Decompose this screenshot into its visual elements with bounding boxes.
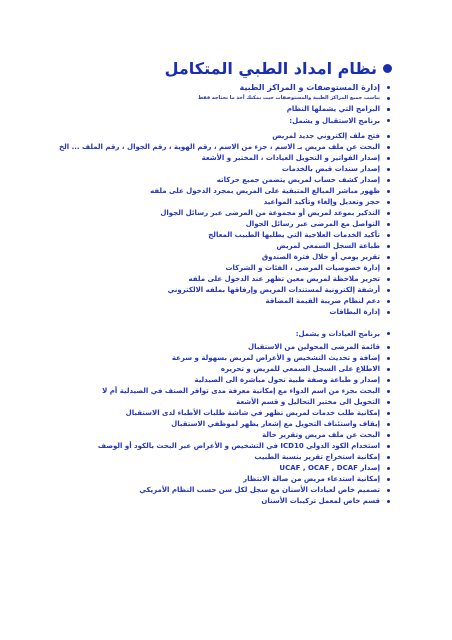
list-item: يناسب جميع المراكز الطبية والمستوصفات حيث يمكنك أخذ ما تحتاجه فقط — [40, 93, 392, 104]
list-item: إدارة البطاقات — [40, 307, 392, 318]
list-item: البحث عن ملف مريض وتقرير حالة — [40, 430, 392, 441]
list-item: تقرير يومي أو خلال فترة الصندوق — [40, 252, 392, 263]
bullet-icon — [383, 64, 392, 73]
list-item: إضافة و تحديث التشخيص و الأعراض لمريض بسهولة و سرعة — [40, 353, 392, 364]
list-item: إصدار كشف حساب لمريض يتضمن جميع حركاته — [40, 175, 392, 186]
list-item: تأكيد الخدمات العلاجية التي يطلبها الطبيب المعالج — [40, 230, 392, 241]
list-item: تصميم خاص لعيادات الأسنان مع سجل لكل سن حسب النظام الأمريكي — [40, 485, 392, 496]
list-item: إمكانية طلب خدمات لمريض تظهر في شاشة طلبات الأطباء لدى الاستقبال — [40, 408, 392, 419]
list-item: أرشفة إلكترونية لمستندات المريض وإرفاقها بملفه الالكتروني — [40, 285, 392, 296]
list-item: طباعة السجل السمعي لمريض — [40, 241, 392, 252]
list-item: استخدام الكود الدولي ICD10 في التشخيص و الأعراض عبر البحث بالكود أو الوصف — [40, 441, 392, 452]
list-item: تحرير ملاحظة لمريض معين تظهر عند الدخول على ملفه — [40, 274, 392, 285]
list-item: البحث بجزء من اسم الدواء مع إمكانية معرفة مدى توافر الصنف في الصيدلية أم لا — [40, 386, 392, 397]
page-title: نظام امداد الطبي المتكامل — [164, 59, 377, 78]
list-item: قسم خاص لمعمل تركيبات الأسنان — [40, 496, 392, 507]
list-item: إصدار و طباعة وصفة طبية تحول مباشرة الى الصيدلية — [40, 375, 392, 386]
title-row — [40, 60, 392, 78]
intro-list — [40, 82, 392, 115]
list-item: إمكانية استدعاء مريض من صالة الانتظار — [40, 474, 392, 485]
list-item: قائمة المرضى المحولين من الاستقبال — [40, 342, 392, 353]
list-item: إصدار الفواتير و التحويل العيادات ، المختبر و الأشعة — [40, 153, 392, 164]
list-item: ظهور مباشر المبالغ المتبقية على المريض بمجرد الدخول على ملفه — [40, 186, 392, 197]
list-item: البرامج التي يشملها النظام — [40, 104, 392, 115]
list-item: حجز وتعديل وإلغاء وتأكيد المواعيد — [40, 197, 392, 208]
list-item: إدارة خصوصيات المرضى ، الفئات و الشركات — [40, 263, 392, 274]
list-item: التحويل الى مختبر التحاليل و قسم الأشعة — [40, 397, 392, 408]
reception-features-list — [40, 131, 392, 318]
list-item: الاطلاع على السجل السمعي للمريض و تحريره — [40, 364, 392, 375]
list-item: البحث عن ملف مريض بـ الاسم ، جزء من الاسم ، رقم الهوية ، رقم الجوال ، رقم الملف ... الخ — [40, 142, 392, 153]
list-item: إيقاف واستئناف التحويل مع إشعار يظهر لموظفي الاستقبال — [40, 419, 392, 430]
section-heading-clinics: برنامج العيادات و يشمل: — [295, 329, 380, 338]
list-item: دعم لنظام ضريبة القيمة المضافة — [40, 296, 392, 307]
spacer — [40, 318, 392, 328]
list-item: التواصل مع المرضى عبر رسائل الجوال — [40, 219, 392, 230]
list-item: إمكانية استخراج تقرير بنسبة الطبيب — [40, 452, 392, 463]
section-heading-reception: برنامج الاستقبال و يشمل: — [289, 116, 380, 125]
list-item: إدارة المستوصفات و المراكز الطبية — [40, 82, 392, 93]
list-item: إصدار UCAF , OCAF , DCAF — [40, 463, 392, 474]
clinic-features-list — [40, 342, 392, 507]
list-item: فتح ملف إلكتروني جديد لمريض — [40, 131, 392, 142]
list-item: إصدار سندات قبض بالخدمات — [40, 164, 392, 175]
list-item: التذكير بموعد لمريض أو مجموعة من المرضى عبر رسائل الجوال — [40, 208, 392, 219]
